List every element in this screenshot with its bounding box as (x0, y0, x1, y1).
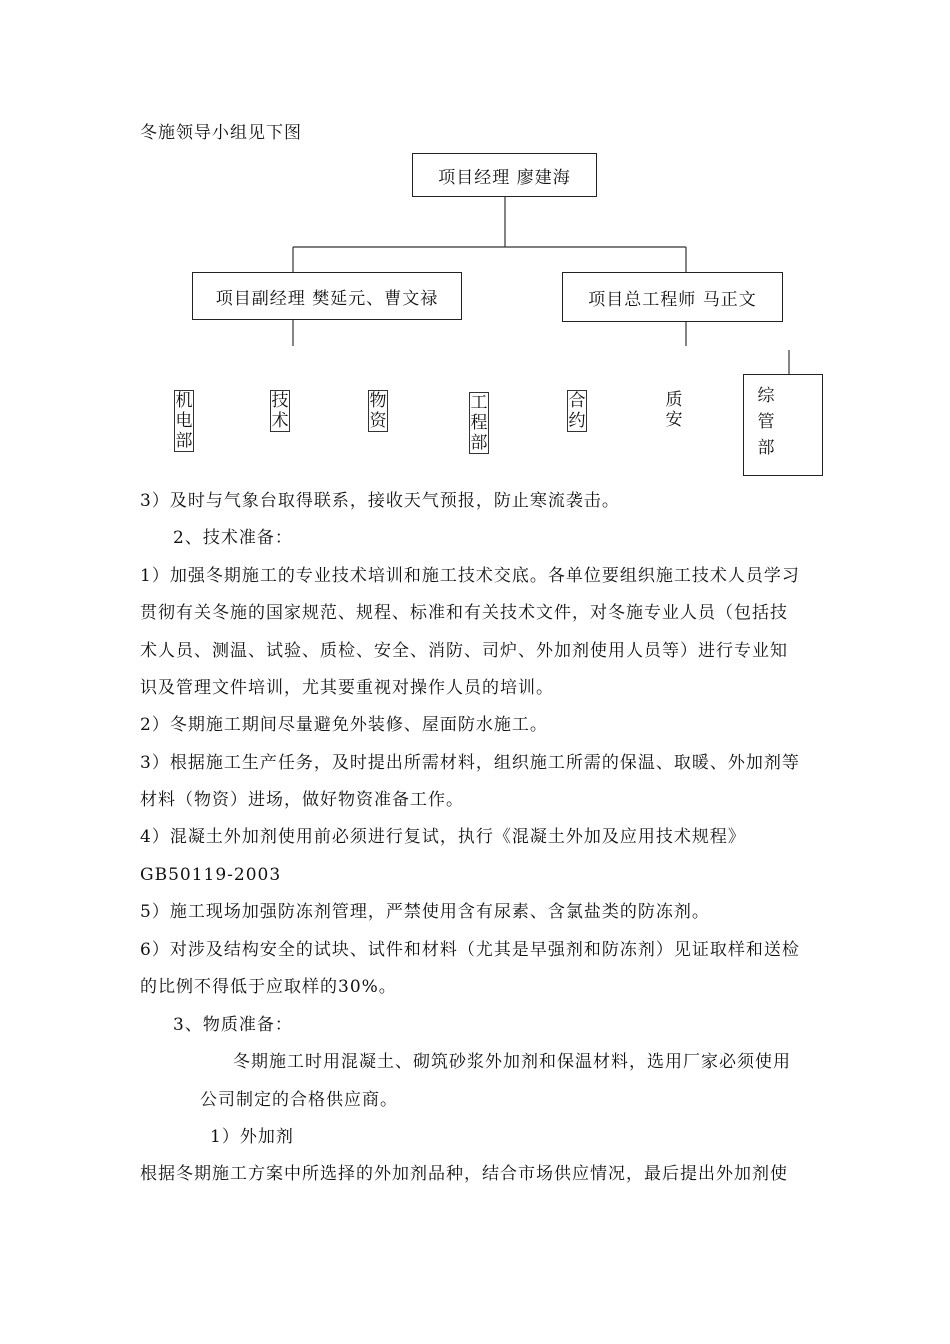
dept-electromechanical: 机电部 (175, 391, 193, 451)
org-box-chief-engineer: 项目总工程师 马正文 (562, 272, 783, 322)
para-materials-2: 材料（物资）进场，做好物资准备工作。 (140, 790, 464, 810)
para-training-3: 术人员、测温、试验、质检、安全、消防、司炉、外加剂使用人员等）进行专业知 (140, 641, 788, 661)
para-antifreeze: 5）施工现场加强防冻剂管理，严禁使用含有尿素、含氯盐类的防冻剂。 (140, 902, 710, 922)
dept-general-management: 综管部 (757, 386, 775, 458)
dept-contracts: 合约 (568, 391, 586, 431)
para-suppliers-2: 公司制定的合格供应商。 (200, 1090, 398, 1110)
heading-tech-prep: 2、技术准备： (173, 528, 293, 548)
para-retest-2: GB50119-2003 (140, 865, 282, 885)
para-training-1: 1）加强冬期施工的专业技术培训和施工技术交底。各单位要组织施工技术人员学习 (140, 566, 800, 586)
para-materials-1: 3）根据施工生产任务，及时提出所需材料，组织施工所需的保温、取暖、外加剂等 (140, 753, 800, 773)
para-avoid-work: 2）冬期施工期间尽量避免外装修、屋面防水施工。 (140, 715, 548, 735)
dept-technology: 技术 (271, 391, 289, 431)
org-box-deputy-manager: 项目副经理 樊延元、曹文禄 (192, 272, 462, 320)
intro-text: 冬施领导小组见下图 (140, 123, 302, 143)
para-training-2: 贯彻有关冬施的国家规范、规程、标准和有关技术文件，对冬施专业人员（包括技 (140, 603, 788, 623)
heading-material-prep: 3、物质准备： (173, 1015, 293, 1035)
para-suppliers-1: 冬期施工时用混凝土、砌筑砂浆外加剂和保温材料，选用厂家必须使用 (233, 1052, 791, 1072)
dept-engineering: 工程部 (470, 393, 488, 453)
dept-quality-safety: 质安 (665, 390, 683, 430)
para-weather: 3）及时与气象台取得联系，接收天气预报，防止寒流袭击。 (140, 491, 620, 511)
para-sampling-1: 6）对涉及结构安全的试块、试件和材料（尤其是早强剂和防冻剂）见证取样和送检 (140, 940, 800, 960)
dept-general-management-box (743, 374, 823, 476)
para-retest-1: 4）混凝土外加剂使用前必须进行复试，执行《混凝土外加及应用技术规程》 (140, 827, 746, 847)
para-training-4: 识及管理文件培训，尤其要重视对操作人员的培训。 (140, 678, 554, 698)
heading-admixture: 1）外加剂 (210, 1127, 294, 1147)
para-sampling-2: 的比例不得低于应取样的30%。 (140, 977, 397, 997)
para-admixture: 根据冬期施工方案中所选择的外加剂品种，结合市场供应情况，最后提出外加剂使 (140, 1164, 788, 1184)
dept-materials: 物资 (369, 391, 387, 431)
org-box-project-manager: 项目经理 廖建海 (412, 153, 597, 197)
